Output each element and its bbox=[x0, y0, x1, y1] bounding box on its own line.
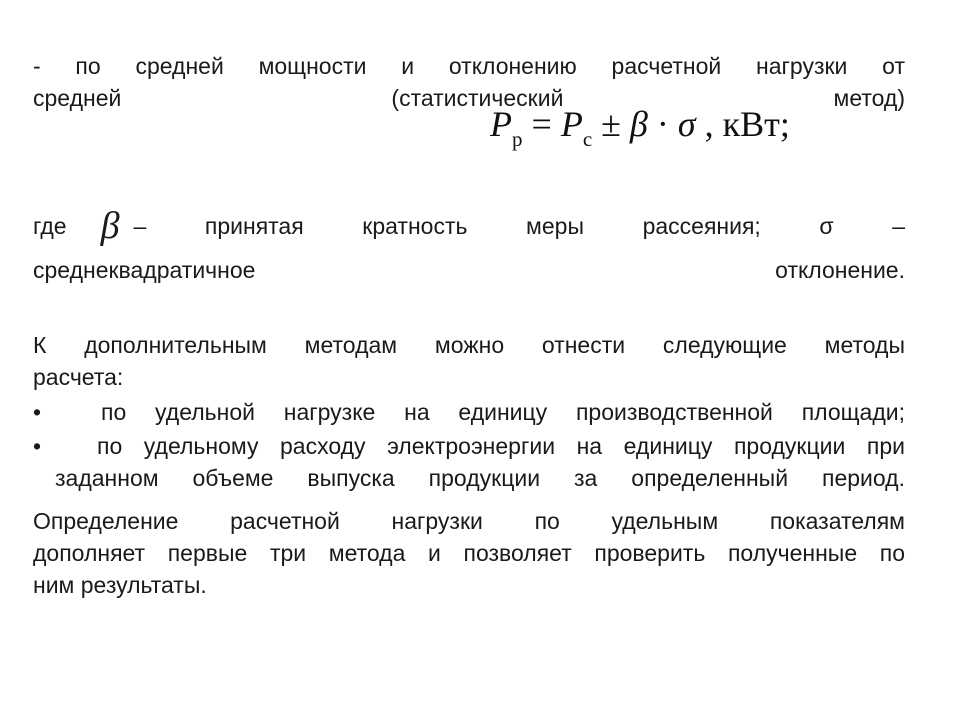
formula-p: P bbox=[490, 104, 512, 144]
where-paragraph bbox=[33, 205, 905, 286]
bullet-list bbox=[33, 396, 905, 494]
conclusion-line-2: дополняет первые три метода и позволяет проверить полученные по bbox=[33, 540, 905, 566]
where-word: где bbox=[33, 213, 67, 239]
bullet-item-2-line-2: заданном объеме выпуска продукции за определенный период. bbox=[55, 465, 905, 491]
where-rest: – принятая кратность меры рассеяния; σ – bbox=[133, 213, 905, 239]
bullet-marker: • bbox=[33, 399, 42, 425]
conclusion-paragraph bbox=[33, 505, 905, 601]
formula bbox=[490, 98, 790, 165]
additional-paragraph bbox=[33, 329, 905, 393]
intro-line-2: средней (статистический метод) bbox=[33, 85, 905, 111]
formula-sub-c: с bbox=[582, 127, 593, 151]
bullet-marker: • bbox=[33, 433, 42, 459]
where-line-2: среднеквадратичное отклонение. bbox=[33, 257, 905, 283]
intro-line-1: - по средней мощности и отклонению расчетной нагрузки от bbox=[33, 53, 905, 79]
formula-sigma: σ bbox=[677, 104, 696, 144]
conclusion-line-1: Определение расчетной нагрузки по удельным показателям bbox=[33, 508, 905, 534]
where-line-1 bbox=[33, 205, 905, 247]
formula-p2: P bbox=[560, 104, 583, 144]
formula-beta: β bbox=[629, 104, 648, 144]
formula-unit: , кВт; bbox=[695, 104, 790, 144]
bullet-item-2-line-1: по удельному расходу электроэнергии на единицу продукции при bbox=[97, 433, 905, 459]
additional-line-1: К дополнительным методам можно отнести следующие методы bbox=[33, 332, 905, 358]
bullet-item-1-text: по удельной нагрузке на единицу производственной площади; bbox=[101, 399, 905, 425]
formula-sub-p: р bbox=[512, 127, 523, 151]
bullet-item-1 bbox=[33, 396, 905, 428]
additional-line-2: расчета: bbox=[33, 364, 124, 390]
formula-dot: · bbox=[647, 104, 678, 144]
formula-plusminus: ± bbox=[592, 104, 630, 144]
bullet-item-2 bbox=[33, 430, 905, 462]
formula-equals: = bbox=[522, 104, 561, 144]
conclusion-line-3: ним результаты. bbox=[33, 572, 207, 598]
where-beta-symbol: β bbox=[100, 205, 120, 247]
